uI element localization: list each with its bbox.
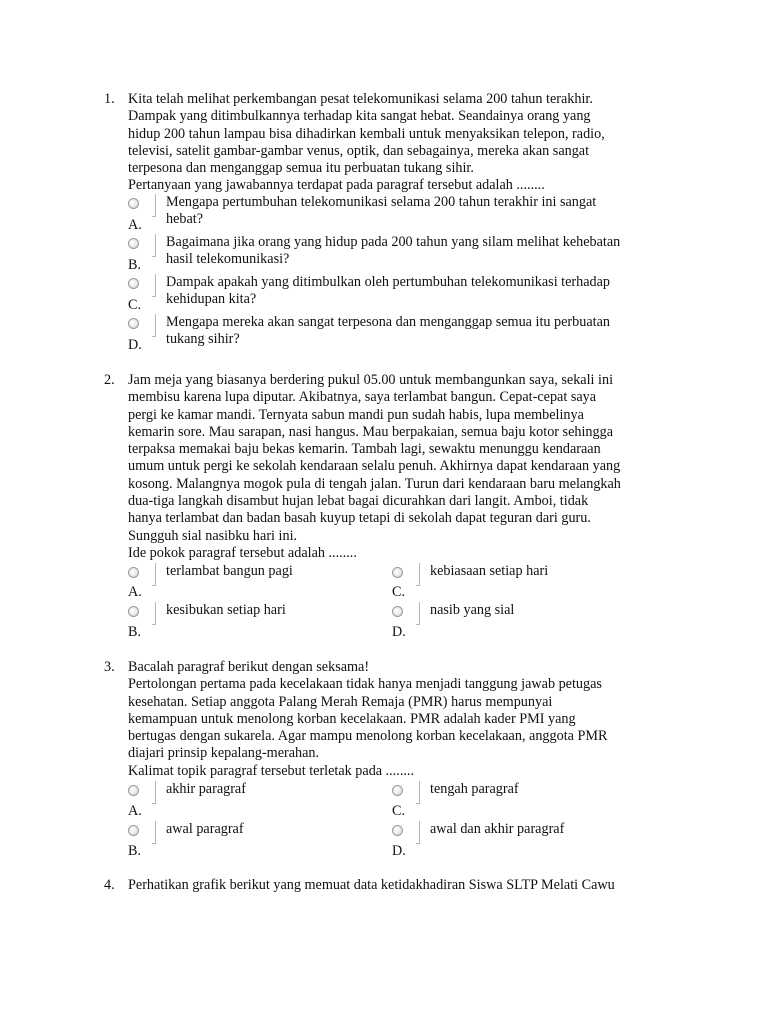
option-text-line: kehidupan kita? xyxy=(166,291,257,308)
option-text: tengah paragraf xyxy=(430,781,519,797)
option-text: akhir paragraf xyxy=(166,781,246,797)
radio-button-icon[interactable] xyxy=(128,606,139,617)
radio-button-icon[interactable] xyxy=(128,198,139,209)
paragraph-line: Perhatikan grafik berikut yang memuat data ketidakhadiran Siswa SLTP Melati Cawu xyxy=(128,877,615,893)
radio-button-icon[interactable] xyxy=(392,825,403,836)
option-bracket xyxy=(152,563,156,586)
question-number: 3. xyxy=(104,659,115,675)
paragraph-line: pergi ke kamar mandi. Ternyata sabun mandi pun sudah habis, lupa membelinya xyxy=(128,406,584,423)
radio-button-icon[interactable] xyxy=(128,238,139,249)
option-text-line: tukang sihir? xyxy=(166,331,240,348)
option-text: awal dan akhir paragraf xyxy=(430,821,565,837)
paragraph-line: membisu karena lupa diputar. Akibatnya, saya terlambat bangun. Cepat-cepat saya xyxy=(128,389,597,406)
paragraph-line: bertugas dengan sukarela. Agar mampu menolong korban kecelakaan, anggota PMR xyxy=(128,728,608,745)
paragraph-line: kosong. Malangnya mogok pula di tengah jalan. Turun dari kendaraan baru melangkah xyxy=(128,475,621,492)
option-text xyxy=(166,274,610,309)
option-bracket xyxy=(152,781,156,804)
option-letter: B. xyxy=(128,257,142,273)
option-bracket xyxy=(152,314,156,337)
paragraph-line: dua-tiga langkah disambut hujan lebat bagai dicurahkan dari langit. Amboi, tidak xyxy=(128,493,589,510)
option-bracket xyxy=(152,602,156,625)
option-bracket xyxy=(152,234,156,257)
radio-button-icon[interactable] xyxy=(128,825,139,836)
paragraph-line: diajari prinsip kepalang-merahan. xyxy=(128,745,320,762)
radio-button-icon[interactable] xyxy=(392,567,403,578)
option-letter: B. xyxy=(128,843,142,859)
paragraph-line: terpaksa memakai baju bekas kemarin. Tambah lagi, sewaktu menunggu kendaraan xyxy=(128,441,601,458)
paragraph-line: umum untuk pergi ke sekolah kendaraan selalu penuh. Akhirnya dapat kendaraan yang xyxy=(128,458,621,475)
option-letter: C. xyxy=(392,584,406,600)
question-paragraph xyxy=(128,91,668,195)
option-text xyxy=(166,234,620,269)
option-text-line: Mengapa mereka akan sangat terpesona dan menganggap semua itu perbuatan xyxy=(166,314,610,330)
option-text-line: Mengapa pertumbuhan telekomunikasi selama 200 tahun terakhir ini sangat xyxy=(166,194,597,210)
radio-button-icon[interactable] xyxy=(392,606,403,617)
option-bracket xyxy=(416,602,420,625)
option-bracket xyxy=(416,563,420,586)
question-prompt: Ide pokok paragraf tersebut adalah ........ xyxy=(128,544,357,561)
question-prompt: Kalimat topik paragraf tersebut terletak pada ........ xyxy=(128,762,415,779)
option-text-line: hebat? xyxy=(166,211,204,228)
option-letter: D. xyxy=(128,337,142,353)
option-bracket xyxy=(152,274,156,297)
question-prompt: Pertanyaan yang jawabannya terdapat pada paragraf tersebut adalah ........ xyxy=(128,177,545,194)
option-text-line: hasil telekomunikasi? xyxy=(166,251,290,268)
option-text: awal paragraf xyxy=(166,821,244,837)
option-text xyxy=(166,194,596,229)
paragraph-line: Sungguh sial nasibku hari ini. xyxy=(128,527,298,544)
option-text: kebiasaan setiap hari xyxy=(430,563,549,579)
paragraph-line: hidup 200 tahun lampau bisa dihadirkan kembali untuk menyaksikan telepon, radio, xyxy=(128,125,605,142)
option-letter: C. xyxy=(128,297,142,313)
radio-button-icon[interactable] xyxy=(128,785,139,796)
paragraph-line: Dampak yang ditimbulkannya terhadap kita sangat hebat. Seandainya orang yang xyxy=(128,108,591,125)
paragraph-line: hanya terlambat dan badan basah kuyup tetapi di sekolah dapat teguran dari guru. xyxy=(128,510,591,527)
option-letter: A. xyxy=(128,584,142,600)
radio-button-icon[interactable] xyxy=(128,278,139,289)
option-bracket xyxy=(152,194,156,217)
option-bracket xyxy=(152,821,156,844)
option-letter: A. xyxy=(128,217,142,233)
paragraph-line: kesehatan. Setiap anggota Palang Merah Remaja (PMR) harus mempunyai xyxy=(128,693,553,710)
paragraph-line: Jam meja yang biasanya berdering pukul 05.00 untuk membangunkan saya, sekali ini xyxy=(128,372,614,388)
paragraph-line: terpesona dan menganggap semua itu perbuatan tukang sihir. xyxy=(128,160,474,177)
option-text: terlambat bangun pagi xyxy=(166,563,293,579)
question-paragraph xyxy=(128,659,668,780)
option-letter: A. xyxy=(128,803,142,819)
paragraph-line: Pertolongan pertama pada kecelakaan tidak hanya menjadi tanggung jawab petugas xyxy=(128,676,602,693)
question-paragraph xyxy=(128,877,668,894)
radio-button-icon[interactable] xyxy=(128,567,139,578)
paragraph-line: televisi, satelit gambar-gambar venus, optik, dan sebagainya, mereka akan sangat xyxy=(128,142,590,159)
option-text-line: Bagaimana jika orang yang hidup pada 200 tahun yang silam melihat kehebatan xyxy=(166,234,621,250)
option-text: kesibukan setiap hari xyxy=(166,602,286,618)
radio-button-icon[interactable] xyxy=(128,318,139,329)
option-text xyxy=(166,314,610,349)
question-number: 2. xyxy=(104,372,115,388)
option-letter: D. xyxy=(392,624,406,640)
paragraph-line: kemarin sore. Mau sarapan, nasi hangus. Mau berpakaian, semua baju kotor sehingga xyxy=(128,423,613,440)
paragraph-line: Kita telah melihat perkembangan pesat telekomunikasi selama 200 tahun terakhir. xyxy=(128,91,593,107)
option-bracket xyxy=(416,821,420,844)
option-text-line: Dampak apakah yang ditimbulkan oleh pertumbuhan telekomunikasi terhadap xyxy=(166,274,611,290)
option-letter: D. xyxy=(392,843,406,859)
paragraph-line: Bacalah paragraf berikut dengan seksama! xyxy=(128,659,370,675)
option-letter: C. xyxy=(392,803,406,819)
option-bracket xyxy=(416,781,420,804)
option-letter: B. xyxy=(128,624,142,640)
question-number: 1. xyxy=(104,91,115,107)
paragraph-line: kemampuan untuk menolong korban kecelakaan. PMR adalah kader PMI yang xyxy=(128,710,576,727)
radio-button-icon[interactable] xyxy=(392,785,403,796)
question-paragraph xyxy=(128,372,668,562)
option-text: nasib yang sial xyxy=(430,602,515,618)
question-number: 4. xyxy=(104,877,115,893)
